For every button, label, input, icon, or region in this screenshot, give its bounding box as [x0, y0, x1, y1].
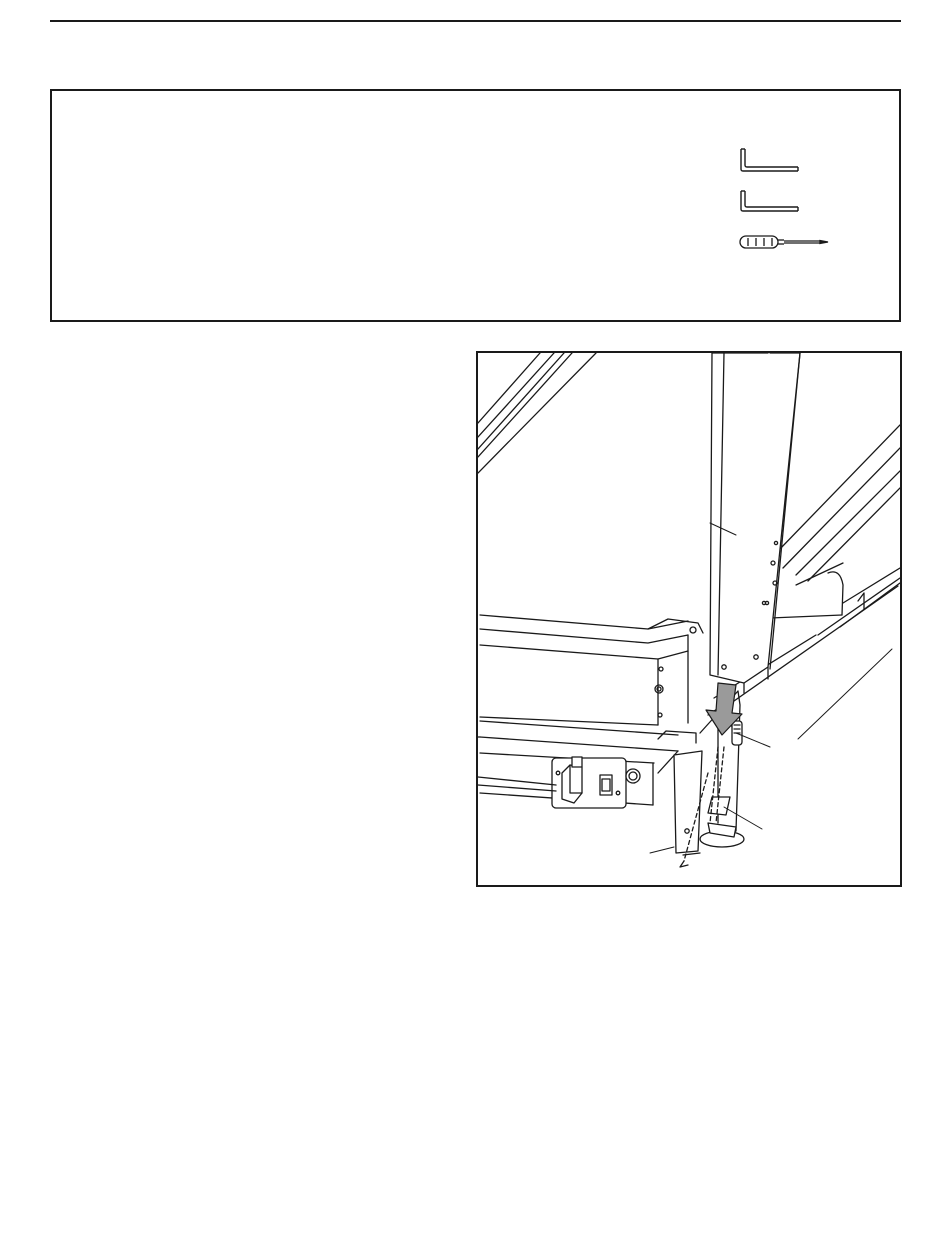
hex-key-icon — [741, 191, 798, 211]
upright-lower — [674, 751, 702, 855]
small-arrow-icon — [680, 861, 688, 867]
hex-key-icon — [741, 149, 798, 171]
assembly-figure — [476, 351, 902, 887]
header-rule — [50, 20, 901, 22]
treadmill-upright-illustration — [478, 353, 900, 885]
upright-tube — [710, 353, 800, 683]
side-rail-rear — [478, 353, 596, 473]
tools-illustration — [736, 145, 836, 255]
phillips-screwdriver-icon — [740, 236, 828, 248]
motor-hood — [480, 615, 703, 725]
